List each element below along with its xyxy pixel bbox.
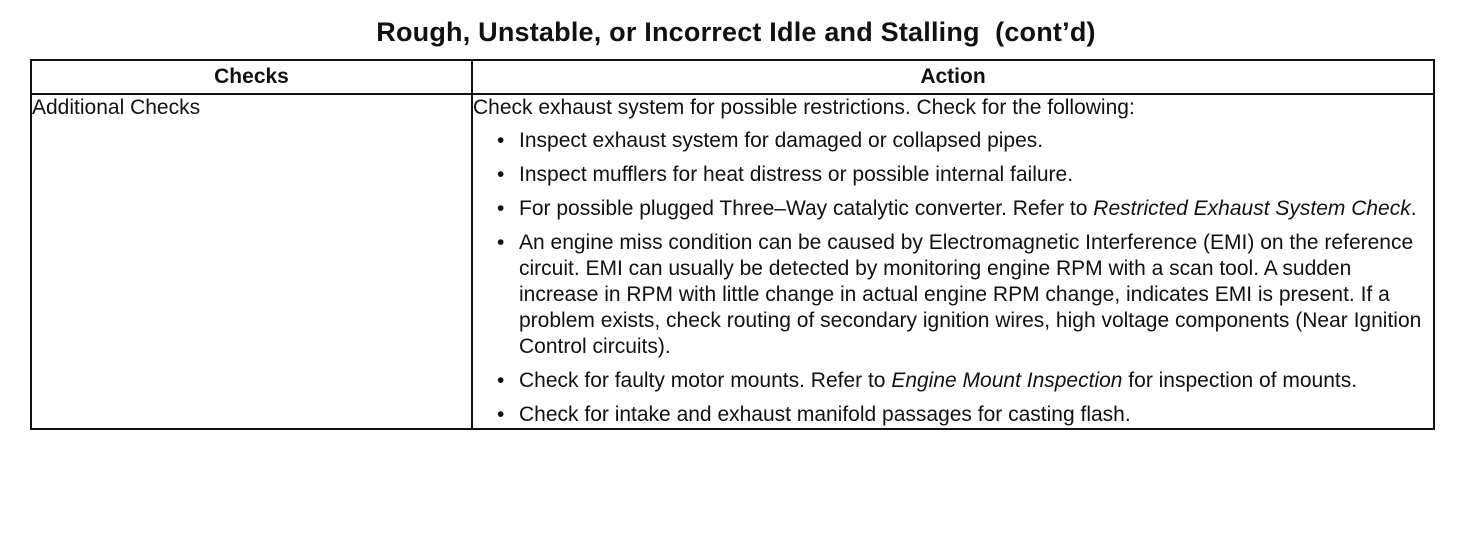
page-title: Rough, Unstable, or Incorrect Idle and Stalling (cont’d) <box>376 17 1096 47</box>
checks-cell: Additional Checks <box>31 94 472 429</box>
action-cell <box>472 94 1434 429</box>
bullet-text: Inspect exhaust system for damaged or collapsed pipes. <box>519 129 1044 152</box>
bullet-icon: • <box>497 163 505 186</box>
action-bullet-item <box>473 196 1433 222</box>
action-bullet-item <box>473 402 1433 428</box>
procedure-table <box>30 59 1435 430</box>
bullet-icon: • <box>497 403 505 426</box>
reference-link-restricted-exhaust: Restricted Exhaust System Check <box>1093 197 1411 220</box>
bullet-icon: • <box>497 197 505 220</box>
action-bullet-item <box>473 368 1433 394</box>
bullet-text: An engine miss condition can be caused by Electromagnetic Interference (EMI) on the reference circuit. EMI can usually be detected by monitoring engine RPM with a scan tool. A sudden increase in RPM with little change in actual engine RPM change, indicates EMI is present. If a problem exists, check routing of secondary ignition wires, high voltage components (Near Ignition Control circuits). <box>519 231 1422 358</box>
action-column-header: Action <box>472 60 1434 94</box>
bullet-icon: • <box>497 129 505 152</box>
bullet-icon: • <box>497 369 505 392</box>
table-header-row <box>31 60 1434 94</box>
table-row <box>31 94 1434 429</box>
action-bullet-item <box>473 162 1433 188</box>
bullet-text: Check for intake and exhaust manifold passages for casting flash. <box>519 403 1131 426</box>
bullet-text: Check for faulty motor mounts. Refer to <box>519 369 892 392</box>
bullet-text-end: for inspection of mounts. <box>1122 369 1358 392</box>
action-bullet-item <box>473 128 1433 154</box>
bullet-text-end: . <box>1410 197 1417 220</box>
checks-column-header: Checks <box>31 60 472 94</box>
action-bullet-list <box>473 128 1433 428</box>
action-intro: Check exhaust system for possible restrictions. Check for the following: <box>473 96 1135 119</box>
bullet-text: Inspect mufflers for heat distress or possible internal failure. <box>519 163 1074 186</box>
action-bullet-item <box>473 230 1433 360</box>
bullet-icon: • <box>497 231 505 254</box>
reference-link-engine-mount: Engine Mount Inspection <box>891 369 1123 392</box>
bullet-text: For possible plugged Three–Way catalytic converter. Refer to <box>519 197 1094 220</box>
